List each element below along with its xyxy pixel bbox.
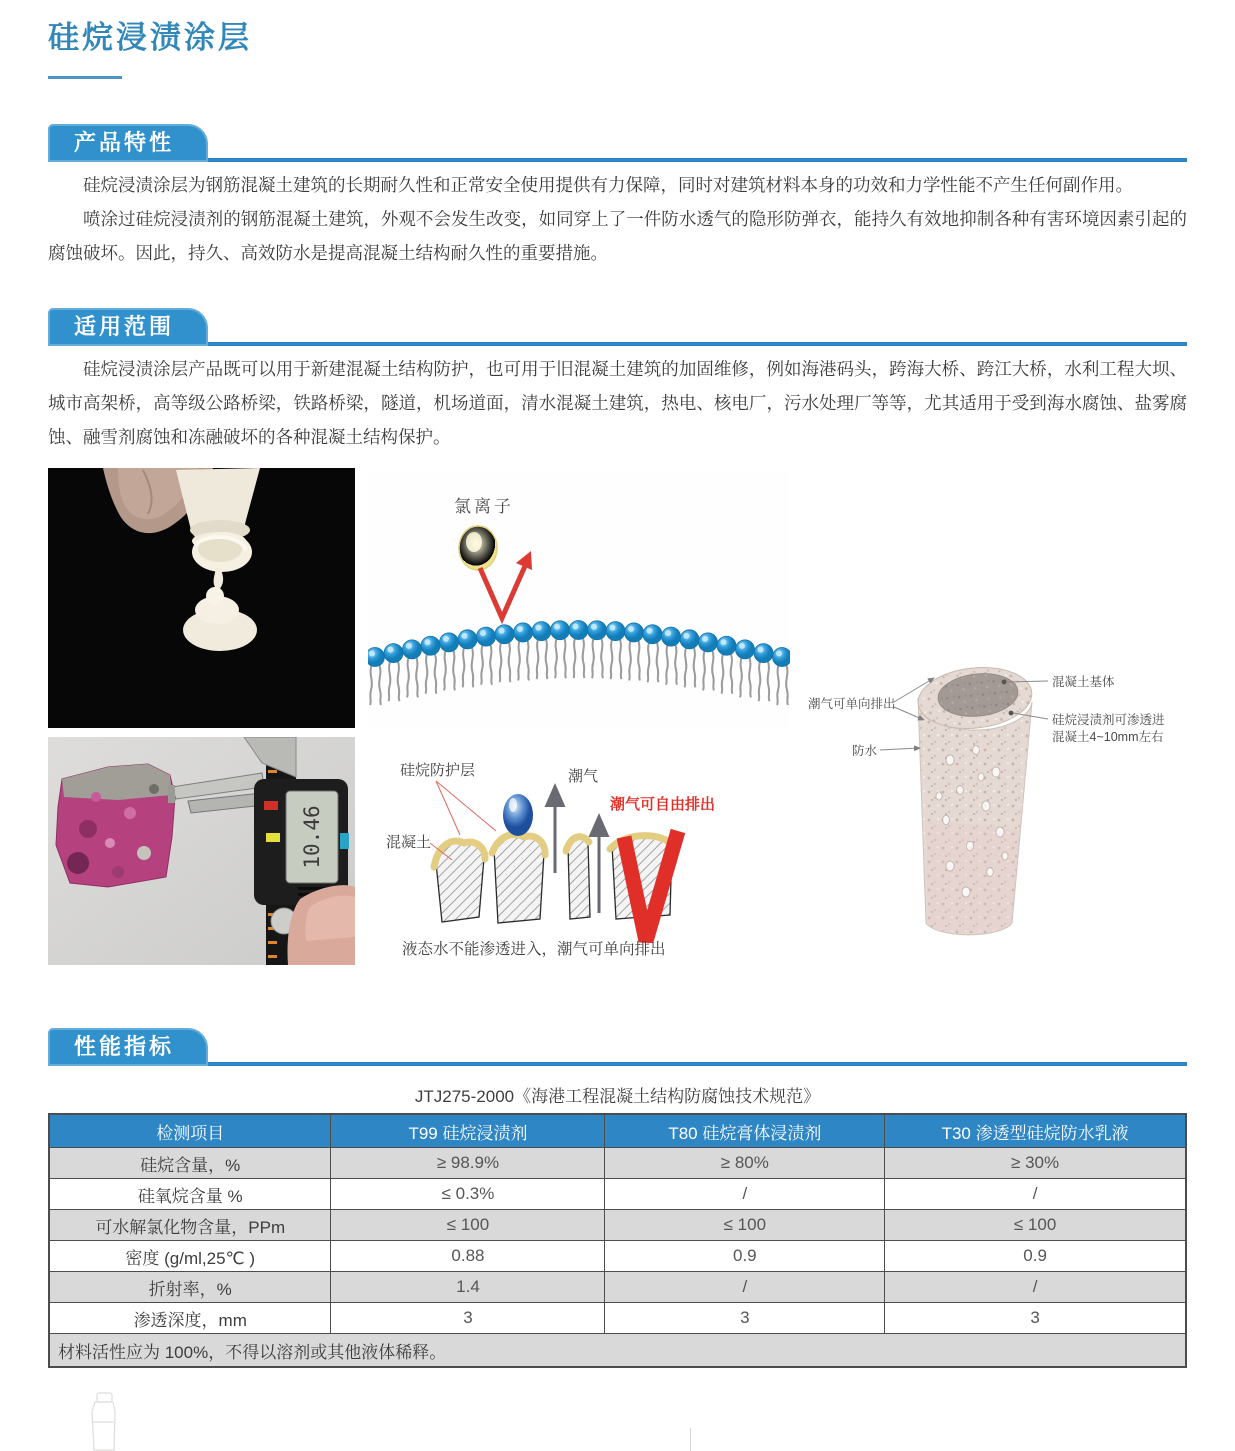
concrete-sample <box>56 764 175 887</box>
table-cell: 3 <box>885 1303 1186 1334</box>
water-droplet <box>503 794 533 836</box>
table-header-cell: T99 硅烷浸渍剂 <box>331 1114 605 1148</box>
paragraph: 喷涂过硅烷浸渍剂的钢筋混凝土建筑，外观不会发生改变，如同穿上了一件防水透气的隐形防弹衣，能持久有效地抑制各种有害环境因素引起的腐蚀破坏。因此，持久、高效防水是提高混凝土结构耐久性的重要措施。 <box>48 209 1187 263</box>
table-row <box>49 1179 1186 1210</box>
table-row <box>49 1148 1186 1179</box>
section-bar <box>48 158 1187 162</box>
section-scope-header <box>48 308 1187 346</box>
watermark-line <box>690 1428 691 1451</box>
label-protective-layer: 硅烷防护层 <box>400 762 476 779</box>
section-tab-performance: 性能指标 <box>48 1028 208 1066</box>
table-cell: ≤ 100 <box>605 1210 885 1241</box>
table-row <box>49 1210 1186 1241</box>
label-moisture: 潮气 <box>568 768 599 785</box>
table-cell: 可水解氯化物含量，PPm <box>49 1210 331 1241</box>
table-cell: ≤ 0.3% <box>331 1179 605 1210</box>
figure-moisture-diagram <box>372 745 790 965</box>
title-underline <box>48 76 122 79</box>
section-performance-header <box>48 1028 1187 1066</box>
label-penetrate-1: 硅烷浸渍剂可渗透进 <box>1052 713 1165 727</box>
label-concrete: 混凝土 <box>386 834 432 851</box>
figure-chloride-diagram <box>368 470 790 728</box>
table-cell: 硅氧烷含量 % <box>49 1179 331 1210</box>
cylinder-illustration <box>800 620 1200 965</box>
label-waterproof: 防水 <box>852 744 878 758</box>
table-cell: 硅烷含量，% <box>49 1148 331 1179</box>
table-footnote-row <box>49 1334 1186 1368</box>
label-one-way-out: 潮气可单向排出 <box>808 697 896 711</box>
chloride-ion-label: 氯离子 <box>454 497 514 516</box>
section-features-header <box>48 124 1187 162</box>
table-header-row <box>49 1114 1186 1148</box>
performance-table-wrap <box>48 1113 1187 1368</box>
page-title: 硅烷浸渍涂层 <box>48 20 252 55</box>
chloride-bounce-illustration <box>368 470 790 728</box>
table-row <box>49 1272 1186 1303</box>
figure-pour-photo <box>48 468 355 728</box>
moisture-caption: 液态水不能渗透进入，潮气可单向排出 <box>402 941 666 958</box>
paragraph: 硅烷浸渍涂层产品既可以用于新建混凝土结构防护，也可用于旧混凝土建筑的加固维修，例如海港码头，跨海大桥、跨江大桥，水利工程大坝、城市高架桥，高等级公路桥梁，铁路桥梁，隧道，机场道面，清水混凝土建筑，热电、核电厂，污水处理厂等等，尤其适用于受到海水腐蚀、盐雾腐蚀、融雪剂腐蚀和冻融破坏的各种混凝土结构保护。 <box>48 359 1187 447</box>
table-cell: ≥ 80% <box>605 1148 885 1179</box>
table-cell: / <box>605 1272 885 1303</box>
table-cell: 密度 (g/ml,25℃ ) <box>49 1241 331 1272</box>
moisture-escape-illustration <box>372 745 790 965</box>
figure-caliper-photo <box>48 737 355 965</box>
scope-text <box>48 352 1187 454</box>
table-cell: 0.9 <box>885 1241 1186 1272</box>
table-cell: ≥ 98.9% <box>331 1148 605 1179</box>
table-header-cell: T80 硅烷膏体浸渍剂 <box>605 1114 885 1148</box>
performance-table <box>48 1113 1187 1368</box>
table-cell: / <box>885 1179 1186 1210</box>
section-tab-features: 产品特性 <box>48 124 208 162</box>
table-cell: 折射率，% <box>49 1272 331 1303</box>
features-text <box>48 168 1187 270</box>
table-body <box>49 1148 1186 1334</box>
label-free-escape: 潮气可自由排出 <box>610 796 716 813</box>
section-bar <box>48 342 1187 346</box>
label-penetrate-2: 混凝土4~10mm左右 <box>1052 730 1164 744</box>
section-tab-scope: 适用范围 <box>48 308 208 346</box>
table-header-cell: 检测项目 <box>49 1114 331 1148</box>
table-row <box>49 1303 1186 1334</box>
table-header-cell: T30 渗透型硅烷防水乳液 <box>885 1114 1186 1148</box>
paragraph: 硅烷浸渍涂层为钢筋混凝土建筑的长期耐久性和正常安全使用提供有力保障，同时对建筑材料本身的功效和力学性能不产生任何副作用。 <box>83 175 1133 195</box>
table-row <box>49 1241 1186 1272</box>
table-cell: 0.88 <box>331 1241 605 1272</box>
table-cell: 0.9 <box>605 1241 885 1272</box>
table-cell: / <box>605 1179 885 1210</box>
table-cell: 3 <box>605 1303 885 1334</box>
table-cell: 3 <box>331 1303 605 1334</box>
bottle-pour-illustration <box>48 468 355 728</box>
table-cell: ≤ 100 <box>331 1210 605 1241</box>
table-cell: 1.4 <box>331 1272 605 1303</box>
table-cell: / <box>885 1272 1186 1303</box>
label-concrete-matrix: 混凝土基体 <box>1052 675 1115 689</box>
table-caption: JTJ275-2000《海港工程混凝土结构防腐蚀技术规范》 <box>414 1087 821 1106</box>
caliper-lcd-reading: 10.46 <box>300 805 324 869</box>
watermark-bottle-sketch <box>85 1392 125 1451</box>
table-footnote: 材料活性应为 100%，不得以溶剂或其他液体稀释。 <box>49 1334 1186 1368</box>
table-cell: ≤ 100 <box>885 1210 1186 1241</box>
table-cell: ≥ 30% <box>885 1148 1186 1179</box>
caliper-illustration <box>48 737 355 965</box>
section-bar <box>48 1062 1187 1066</box>
figure-cylinder-diagram <box>800 620 1200 965</box>
table-cell: 渗透深度，mm <box>49 1303 331 1334</box>
